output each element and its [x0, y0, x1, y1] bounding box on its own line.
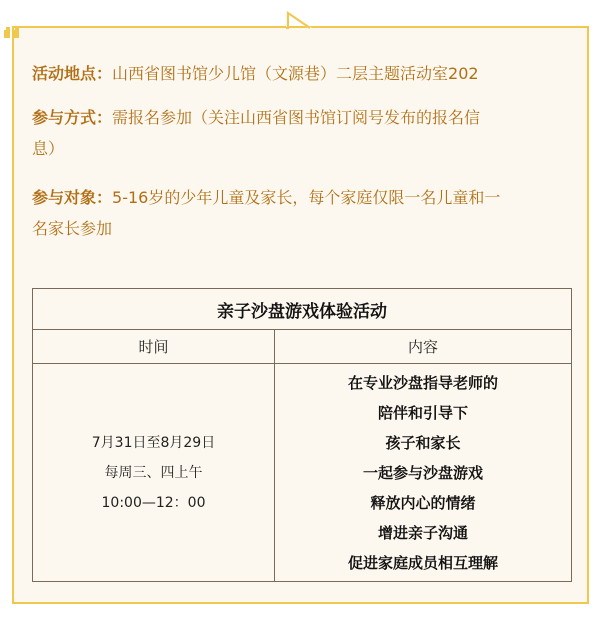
content-line: 一起参与沙盘游戏: [362, 464, 483, 482]
audience-value-2: 名家长参加: [32, 219, 113, 238]
table-title: 亲子沙盘游戏体验活动: [33, 289, 571, 330]
header-content: 内容: [407, 337, 438, 356]
content-line: 陪伴和引导下: [377, 404, 468, 422]
location-line: [32, 58, 577, 89]
method-value-2: 息）: [32, 139, 65, 158]
quote-mark-icon: [3, 26, 21, 42]
card-notch: [286, 11, 312, 29]
content-line: 促进家庭成员相互理解: [347, 554, 498, 572]
location-value: 山西省图书馆少儿馆（文源巷）二层主题活动室202: [112, 64, 479, 83]
time-line: 每周三、四上午: [104, 465, 203, 481]
audience-line: [32, 182, 577, 244]
audience-value-1: 5-16岁的少年儿童及家长，每个家庭仅限一名儿童和一: [112, 188, 501, 207]
method-label: 参与方式：: [32, 108, 113, 127]
header-time: 时间: [138, 337, 169, 356]
location-label: 活动地点：: [32, 64, 113, 83]
method-line: [32, 102, 577, 164]
time-line: 10:00—12：00: [101, 495, 206, 511]
content-line: 在专业沙盘指导老师的: [347, 374, 498, 392]
audience-label: 参与对象：: [32, 188, 113, 207]
content-cell: [275, 364, 571, 582]
content-line: 增进亲子沟通: [377, 524, 468, 542]
schedule-table: [32, 288, 572, 582]
content-line: 孩子和家长: [385, 434, 461, 452]
content-line: 释放内心的情绪: [370, 494, 476, 512]
time-line: 7月31日至8月29日: [91, 435, 216, 451]
method-value-1: 需报名参加（关注山西省图书馆订阅号发布的报名信: [112, 108, 481, 127]
time-cell: [33, 364, 274, 582]
table-header-row: [33, 329, 571, 364]
